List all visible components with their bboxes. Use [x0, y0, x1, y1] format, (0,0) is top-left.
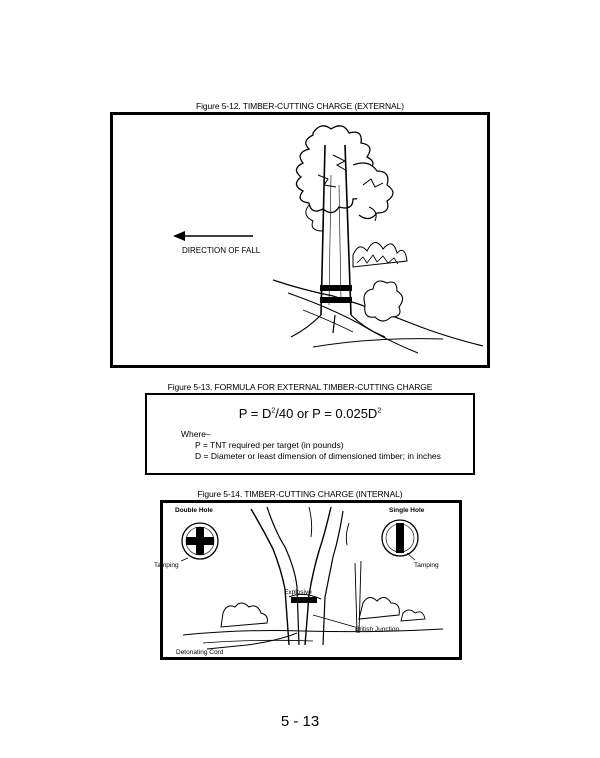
figure-5-12-frame — [110, 112, 490, 368]
timber-cutting-external-illustration — [113, 115, 487, 365]
explosive-label: Explosive — [284, 589, 312, 596]
direction-of-fall-label: DIRECTION OF FALL — [182, 246, 261, 255]
direction-arrow-head — [173, 231, 185, 241]
where-label: Where– — [181, 429, 211, 439]
definition-p: P = TNT required per target (in pounds) — [195, 440, 344, 450]
tamping-left-label: Tamping — [154, 562, 179, 569]
definition-d: D = Diameter or least dimension of dimensioned timber; in inches — [195, 451, 441, 461]
double-hole-label: Double Hole — [175, 507, 213, 514]
single-hole-label: Single Hole — [389, 507, 425, 514]
figure-5-14-frame — [154, 500, 462, 660]
formula — [147, 406, 473, 421]
figure-5-12-caption: Figure 5-12. TIMBER-CUTTING CHARGE (EXTERNAL) — [196, 101, 404, 111]
formula-part-1: P = D — [238, 406, 272, 421]
formula-part-2: /40 or P = 0.025D — [275, 406, 378, 421]
formula-exponent-2: 2 — [377, 407, 382, 415]
figure-5-14-caption: Figure 5-14. TIMBER-CUTTING CHARGE (INTERNAL) — [197, 489, 403, 499]
detonating-cord-label: Detonating Cord — [176, 649, 224, 656]
page-number: 5 - 13 — [280, 713, 320, 730]
formula-exponent-1: 2 — [271, 407, 276, 415]
timber-cutting-internal-illustration — [154, 503, 459, 657]
figure-5-13-frame — [145, 393, 475, 475]
british-junction-label: British Junction — [355, 626, 400, 633]
figure-5-13-caption: Figure 5-13. FORMULA FOR EXTERNAL TIMBER-CUTTING CHARGE — [167, 382, 433, 392]
tamping-right-label: Tamping — [414, 562, 439, 569]
